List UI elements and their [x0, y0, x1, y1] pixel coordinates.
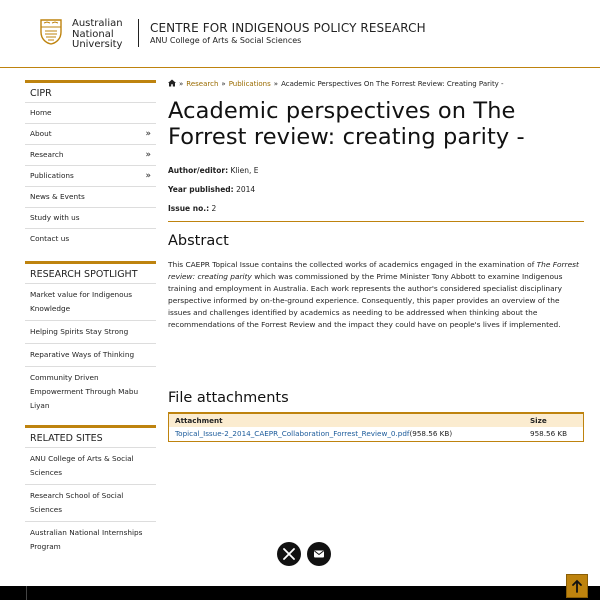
year-value: 2014	[236, 185, 256, 194]
sidebar-related-sites	[25, 425, 156, 558]
sidebar-item-home[interactable]	[25, 103, 156, 124]
share-email-button[interactable]	[307, 542, 331, 566]
column-header-size: Size	[530, 416, 547, 425]
spotlight-link[interactable]: Market value for Indigenous Knowledge	[25, 284, 156, 321]
arrow-up-icon	[567, 575, 587, 597]
breadcrumb	[168, 78, 584, 92]
page-title: Academic perspectives on The Forrest review: creating parity -	[168, 98, 525, 150]
site-footer	[0, 586, 600, 600]
abstract-text-part2: which was commissioned by the Prime Minister Tony Abbott to examine Indigenous training and employment in Australia. Each work represents the author's considered specialist disciplinary perspective informed by on-the-ground experience. Consequently, this paper provides an overview of the issues and challenges identified by academics as needing to be addressed when thinking about the recommendations of the Forrest Review and the impact they could have on people's lives if implemented.	[168, 272, 563, 329]
sidebar-menu-cipr	[25, 80, 156, 250]
author-label: Author/editor:	[168, 166, 229, 175]
abstract-text	[168, 259, 582, 331]
breadcrumb-current: Academic Perspectives On The Forrest Review: Creating Parity -	[281, 80, 504, 88]
spotlight-link[interactable]: Community Driven Empowerment Through Mabu Liyan	[30, 373, 139, 410]
sidebar-item-label: Home	[30, 108, 52, 117]
x-twitter-icon	[283, 548, 295, 560]
main-content	[168, 78, 584, 438]
share-x-button[interactable]	[277, 542, 301, 566]
table-row	[169, 427, 583, 441]
author-value: Klien, E	[230, 166, 259, 175]
sidebar-item-label: Publications	[30, 171, 74, 180]
expand-chevron-icon[interactable]: »	[145, 129, 151, 139]
breadcrumb-separator: »	[273, 80, 279, 88]
related-site-link[interactable]: ANU College of Arts & Social Sciences	[25, 448, 156, 485]
sidebar-item-contact[interactable]	[25, 229, 156, 250]
abstract-text-part1: This CAEPR Topical Issue contains the collected works of academics engaged in the examination of	[168, 260, 537, 269]
related-site-link[interactable]: Australian National Internships Program	[30, 528, 143, 551]
spotlight-link[interactable]: Helping Spirits Stay Strong	[25, 321, 156, 344]
attachment-file-link[interactable]: Topical_Issue-2_2014_CAEPR_Collaboration_Forrest_Review_0.pdf	[175, 429, 410, 438]
sidebar-heading-cipr: CIPR	[25, 83, 156, 103]
sidebar-item-news-events[interactable]	[25, 187, 156, 208]
attachments-table	[168, 412, 584, 442]
sidebar-item-publications[interactable]	[25, 166, 156, 187]
footer-divider	[26, 586, 27, 600]
home-icon[interactable]	[168, 79, 176, 87]
unit-title[interactable]: CENTRE FOR INDIGENOUS POLICY RESEARCH	[150, 21, 426, 35]
sidebar-item-label: Study with us	[30, 213, 80, 222]
breadcrumb-separator: »	[221, 80, 226, 88]
sidebar-item-label: Contact us	[30, 234, 70, 243]
site-header	[0, 0, 600, 68]
sidebar-item-research[interactable]	[25, 145, 156, 166]
author-field	[168, 166, 258, 175]
section-divider	[168, 221, 584, 222]
sidebar-research-spotlight	[25, 261, 156, 417]
issue-field	[168, 204, 216, 213]
email-icon	[313, 548, 325, 560]
sidebar-heading-related: RELATED SITES	[25, 428, 156, 448]
university-name-line3: University	[72, 39, 123, 50]
column-header-attachment: Attachment	[175, 416, 223, 425]
sidebar-item-study[interactable]	[25, 208, 156, 229]
abstract-heading: Abstract	[168, 233, 229, 249]
sidebar-item-about[interactable]	[25, 124, 156, 145]
university-name[interactable]	[72, 19, 123, 51]
expand-chevron-icon[interactable]: »	[145, 150, 151, 160]
expand-chevron-icon[interactable]: »	[145, 171, 151, 181]
sidebar-item-label: News & Events	[30, 192, 85, 201]
unit-subtitle[interactable]: ANU College of Arts & Social Sciences	[150, 36, 302, 45]
related-site-link[interactable]: Research School of Social Sciences	[25, 485, 156, 522]
spotlight-link[interactable]: Reparative Ways of Thinking	[25, 344, 156, 367]
breadcrumb-link-research[interactable]: Research	[186, 80, 219, 88]
sidebar	[25, 80, 156, 558]
back-to-top-button[interactable]	[566, 574, 588, 598]
attachment-size: 958.56 KB	[530, 429, 568, 438]
issue-value: 2	[211, 204, 217, 213]
table-header-row	[169, 414, 583, 427]
university-name-line2: National	[72, 28, 114, 40]
sidebar-item-label: About	[30, 129, 52, 138]
attachments-heading: File attachments	[168, 390, 289, 406]
breadcrumb-separator: »	[179, 80, 184, 88]
sidebar-heading-spotlight: RESEARCH SPOTLIGHT	[25, 264, 156, 284]
attachment-cell	[175, 427, 452, 441]
breadcrumb-link-publications[interactable]: Publications	[228, 80, 271, 88]
attachment-inline-size: (958.56 KB)	[409, 429, 453, 438]
anu-crest-icon[interactable]	[40, 19, 62, 45]
year-field	[168, 185, 255, 194]
year-label: Year published:	[168, 185, 234, 194]
issue-label: Issue no.:	[168, 204, 210, 213]
header-divider	[138, 19, 139, 47]
abstract-title-reference: The Forrest review: creating parity	[168, 260, 579, 281]
sidebar-item-label: Research	[30, 150, 64, 159]
university-name-line1: Australian	[72, 18, 123, 29]
